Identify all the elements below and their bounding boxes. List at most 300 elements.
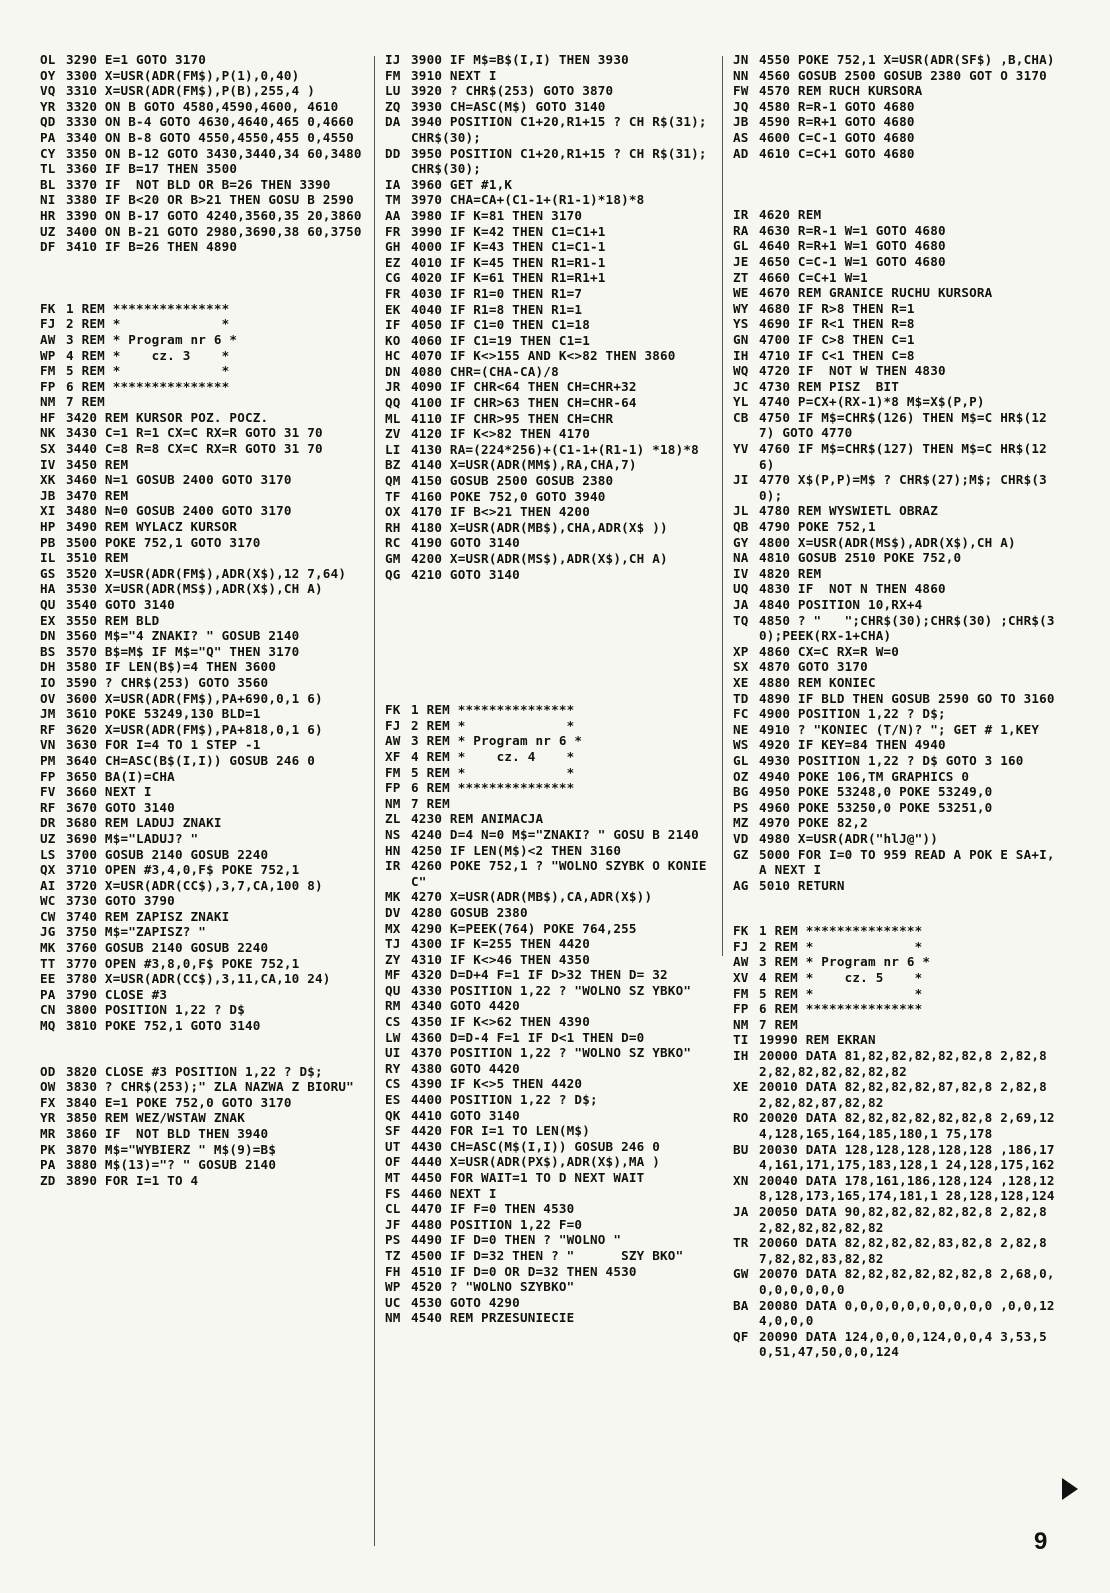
code-line bbox=[385, 395, 713, 411]
code-line bbox=[733, 659, 1058, 675]
checksum-code: MQ bbox=[40, 1018, 56, 1034]
checksum-code: NN bbox=[733, 67, 749, 83]
checksum-code: GY bbox=[733, 534, 749, 550]
checksum-code: FV bbox=[40, 784, 56, 800]
code-line bbox=[733, 1266, 1058, 1297]
code-line bbox=[385, 442, 713, 458]
checksum-code: VN bbox=[40, 737, 56, 753]
code-line bbox=[385, 177, 713, 193]
code-line bbox=[40, 722, 365, 738]
code-line bbox=[40, 224, 365, 240]
code-line bbox=[40, 1079, 365, 1095]
basic-statement: 3840 E=1 POKE 752,0 GOTO 3170 bbox=[66, 1094, 292, 1110]
checksum-code: CS bbox=[385, 1014, 401, 1030]
code-line bbox=[733, 254, 1058, 270]
checksum-code: IH bbox=[733, 1048, 749, 1064]
basic-statement: 4130 RA=(224*256)+(C1-1+(R1-1) *18)*8 bbox=[411, 441, 699, 457]
basic-statement: 3440 C=8 R=8 CX=C RX=R GOTO 31 70 bbox=[66, 441, 323, 457]
checksum-code: BS bbox=[40, 643, 56, 659]
basic-statement: 3600 X=USR(ADR(FM$),PA+690,0,1 6) bbox=[66, 690, 323, 706]
basic-statement: 3800 POSITION 1,22 ? D$ bbox=[66, 1002, 245, 1018]
code-line bbox=[733, 348, 1058, 364]
basic-statement: 4970 POKE 82,2 bbox=[759, 815, 868, 831]
checksum-code: CS bbox=[385, 1076, 401, 1092]
checksum-code: NK bbox=[40, 425, 56, 441]
code-line bbox=[40, 410, 365, 426]
checksum-code: BZ bbox=[385, 457, 401, 473]
code-line bbox=[385, 426, 713, 442]
checksum-code: IL bbox=[40, 550, 56, 566]
basic-statement: 4270 X=USR(ADR(MB$),CA,ADR(X$)) bbox=[411, 889, 653, 905]
checksum-code: PS bbox=[733, 799, 749, 815]
basic-statement: 20010 DATA 82,82,82,82,87,82,8 2,82,82,82,82,87,82,82 bbox=[759, 1079, 1047, 1110]
basic-statement: 3650 BA(I)=CHA bbox=[66, 768, 175, 784]
checksum-code: QU bbox=[385, 982, 401, 998]
code-line bbox=[733, 1142, 1058, 1173]
checksum-code: QK bbox=[385, 1107, 401, 1123]
checksum-code: SX bbox=[40, 441, 56, 457]
basic-statement: 3520 X=USR(ADR(FM$),ADR(X$),12 7,64) bbox=[66, 565, 347, 581]
code-line bbox=[385, 52, 713, 68]
listing-column-3 bbox=[733, 52, 1058, 1360]
basic-statement: 3360 IF B=17 THEN 3500 bbox=[66, 161, 238, 177]
code-line bbox=[733, 1001, 1058, 1017]
checksum-code: JI bbox=[733, 472, 749, 488]
checksum-code: NA bbox=[733, 550, 749, 566]
basic-statement: 3640 CH=ASC(B$(I,I)) GOSUB 246 0 bbox=[66, 752, 316, 768]
checksum-code: IV bbox=[733, 565, 749, 581]
basic-statement: 4720 IF NOT W THEN 4830 bbox=[759, 363, 946, 379]
checksum-code: ZT bbox=[733, 269, 749, 285]
checksum-code: TL bbox=[40, 161, 56, 177]
code-line bbox=[40, 644, 365, 660]
basic-statement: 4640 R=R+1 W=1 GOTO 4680 bbox=[759, 238, 946, 254]
code-line bbox=[733, 737, 1058, 753]
code-line bbox=[733, 68, 1058, 84]
basic-statement: 4030 IF R1=0 THEN R1=7 bbox=[411, 285, 583, 301]
code-line bbox=[385, 473, 713, 489]
basic-statement: 4240 D=4 N=0 M$="ZNAKI? " GOSU B 2140 bbox=[411, 826, 699, 842]
code-line bbox=[40, 987, 365, 1003]
basic-statement: 4680 IF R>8 THEN R=1 bbox=[759, 300, 915, 316]
checksum-code: DD bbox=[385, 145, 401, 161]
code-line bbox=[385, 1092, 713, 1108]
basic-statement: 4760 IF M$=CHR$(127) THEN M$=C HR$(126) bbox=[759, 441, 1047, 472]
checksum-code: NM bbox=[733, 1016, 749, 1032]
basic-statement: 4150 GOSUB 2500 GOSUB 2380 bbox=[411, 473, 614, 489]
code-line bbox=[385, 780, 713, 796]
code-line bbox=[385, 718, 713, 734]
basic-statement: 4880 REM KONIEC bbox=[759, 674, 876, 690]
code-line bbox=[733, 613, 1058, 644]
checksum-code: JQ bbox=[733, 98, 749, 114]
checksum-code: DF bbox=[40, 239, 56, 255]
code-line bbox=[385, 457, 713, 473]
basic-statement: 4830 IF NOT N THEN 4860 bbox=[759, 581, 946, 597]
checksum-code: NM bbox=[385, 1310, 401, 1326]
checksum-code: JE bbox=[733, 253, 749, 269]
code-line bbox=[733, 878, 1058, 894]
code-line bbox=[40, 488, 365, 504]
code-line bbox=[733, 410, 1058, 441]
code-line bbox=[40, 363, 365, 379]
basic-statement: 2 REM * * bbox=[411, 717, 575, 733]
checksum-code: HN bbox=[385, 842, 401, 858]
continue-arrow-icon bbox=[1062, 1478, 1078, 1500]
code-line bbox=[385, 302, 713, 318]
basic-statement: 4390 IF K<>5 THEN 4420 bbox=[411, 1076, 583, 1092]
basic-statement: 4790 POKE 752,1 bbox=[759, 519, 876, 535]
checksum-code: FM bbox=[385, 764, 401, 780]
checksum-code: TF bbox=[385, 488, 401, 504]
checksum-code: FR bbox=[385, 285, 401, 301]
checksum-code: YL bbox=[733, 394, 749, 410]
basic-statement: 3770 OPEN #3,8,0,F$ POKE 752,1 bbox=[66, 955, 300, 971]
basic-statement: 4840 POSITION 10,RX+4 bbox=[759, 597, 923, 612]
checksum-code: HC bbox=[385, 348, 401, 364]
checksum-code: JA bbox=[733, 1203, 749, 1219]
code-line bbox=[40, 800, 365, 816]
code-line bbox=[385, 702, 713, 718]
code-line bbox=[385, 1030, 713, 1046]
basic-statement: 3430 C=1 R=1 CX=C RX=R GOTO 31 70 bbox=[66, 425, 323, 441]
code-line bbox=[733, 954, 1058, 970]
code-line bbox=[385, 1045, 713, 1061]
basic-statement: 7 REM bbox=[66, 394, 105, 410]
basic-statement: 4540 REM PRZESUNIECIE bbox=[411, 1310, 575, 1326]
basic-statement: 3630 FOR I=4 TO 1 STEP -1 bbox=[66, 737, 261, 753]
code-line bbox=[40, 550, 365, 566]
basic-statement: 4580 R=R-1 GOTO 4680 bbox=[759, 98, 915, 114]
checksum-code: LS bbox=[40, 846, 56, 862]
basic-statement: 4190 GOTO 3140 bbox=[411, 535, 520, 551]
column-divider bbox=[722, 56, 723, 956]
code-line bbox=[733, 99, 1058, 115]
checksum-code: PA bbox=[40, 1157, 56, 1173]
basic-statement: 4400 POSITION 1,22 ? D$; bbox=[411, 1092, 598, 1108]
basic-statement: 4490 IF D=0 THEN ? "WOLNO " bbox=[411, 1232, 622, 1248]
checksum-code: FW bbox=[733, 83, 749, 99]
code-line bbox=[385, 1279, 713, 1295]
code-line bbox=[40, 769, 365, 785]
code-line bbox=[40, 706, 365, 722]
checksum-code: ZY bbox=[385, 951, 401, 967]
code-line bbox=[40, 114, 365, 130]
checksum-code: BG bbox=[733, 784, 749, 800]
checksum-code: FR bbox=[385, 223, 401, 239]
checksum-code: XP bbox=[733, 643, 749, 659]
code-line bbox=[733, 379, 1058, 395]
checksum-code: IF bbox=[385, 317, 401, 333]
code-line bbox=[40, 893, 365, 909]
code-line bbox=[733, 986, 1058, 1002]
code-line bbox=[385, 551, 713, 567]
basic-statement: 3940 POSITION C1+20,R1+15 ? CH R$(31);CHR$(30); bbox=[411, 114, 707, 145]
code-line bbox=[733, 1048, 1058, 1079]
checksum-code: GZ bbox=[733, 846, 749, 862]
basic-statement: 4940 POKE 106,TM GRAPHICS 0 bbox=[759, 768, 970, 784]
basic-statement: 4850 ? " ";CHR$(30);CHR$(30) ;CHR$(30);PEEK(RX-1+CHA) bbox=[759, 612, 1055, 644]
basic-statement: 4520 ? "WOLNO SZYBKO" bbox=[411, 1279, 575, 1295]
code-line bbox=[40, 628, 365, 644]
code-line bbox=[733, 146, 1058, 162]
basic-statement: 3510 REM bbox=[66, 550, 129, 566]
checksum-code: WP bbox=[40, 347, 56, 363]
checksum-code: DN bbox=[40, 628, 56, 644]
basic-statement: 4930 POSITION 1,22 ? D$ GOTO 3 160 bbox=[759, 752, 1024, 768]
page-number: 9 bbox=[1034, 1528, 1048, 1555]
checksum-code: PK bbox=[40, 1141, 56, 1157]
basic-statement: 3470 REM bbox=[66, 487, 129, 503]
checksum-code: FM bbox=[385, 67, 401, 83]
basic-statement: 4770 X$(P,P)=M$ ? CHR$(27);M$; CHR$(30); bbox=[759, 472, 1047, 503]
basic-statement: 1 REM *************** bbox=[66, 300, 230, 316]
code-line bbox=[385, 1139, 713, 1155]
basic-statement: 4050 IF C1=0 THEN C1=18 bbox=[411, 317, 590, 333]
checksum-code: FP bbox=[40, 768, 56, 784]
code-line bbox=[385, 1310, 713, 1326]
basic-statement: 20070 DATA 82,82,82,82,82,82,8 2,68,0,0,0,0,0,0,0 bbox=[759, 1266, 1055, 1297]
basic-statement: 5 REM * * bbox=[66, 363, 230, 379]
checksum-code: YR bbox=[40, 98, 56, 114]
basic-statement: 6 REM *************** bbox=[66, 378, 230, 394]
basic-statement: 4470 IF F=0 THEN 4530 bbox=[411, 1201, 575, 1217]
basic-statement: 3620 X=USR(ADR(FM$),PA+818,0,1 6) bbox=[66, 721, 323, 737]
code-line bbox=[385, 192, 713, 208]
checksum-code: HF bbox=[40, 409, 56, 425]
checksum-code: FP bbox=[40, 378, 56, 394]
code-line bbox=[733, 815, 1058, 831]
basic-statement: 4690 IF R<1 THEN R=8 bbox=[759, 316, 915, 332]
checksum-code: NM bbox=[385, 795, 401, 811]
checksum-code: JR bbox=[385, 379, 401, 395]
checksum-code: OW bbox=[40, 1079, 56, 1095]
checksum-code: DH bbox=[40, 659, 56, 675]
checksum-code: DA bbox=[385, 114, 401, 130]
code-line bbox=[385, 286, 713, 302]
basic-statement: 4960 POKE 53250,0 POKE 53251,0 bbox=[759, 799, 993, 815]
checksum-code: BA bbox=[733, 1297, 749, 1313]
basic-statement: 6 REM *************** bbox=[759, 1001, 923, 1017]
code-line bbox=[385, 733, 713, 749]
checksum-code: QQ bbox=[385, 395, 401, 411]
code-line bbox=[385, 1154, 713, 1170]
code-line bbox=[385, 146, 713, 177]
checksum-code: LW bbox=[385, 1029, 401, 1045]
code-line bbox=[385, 1123, 713, 1139]
code-line bbox=[733, 114, 1058, 130]
basic-statement: 4280 GOSUB 2380 bbox=[411, 904, 528, 920]
basic-statement: 4120 IF K<>82 THEN 4170 bbox=[411, 426, 590, 442]
checksum-code: EK bbox=[385, 301, 401, 317]
code-line bbox=[733, 1110, 1058, 1141]
checksum-code: JB bbox=[733, 114, 749, 130]
checksum-code: AG bbox=[733, 877, 749, 893]
code-line bbox=[40, 192, 365, 208]
basic-statement: 4980 X=USR(ADR("hlJ@")) bbox=[759, 830, 938, 846]
block-spacer bbox=[385, 582, 713, 702]
code-line bbox=[385, 936, 713, 952]
listing-column-2 bbox=[385, 52, 713, 1326]
checksum-code: UQ bbox=[733, 581, 749, 597]
code-line bbox=[733, 52, 1058, 68]
code-line bbox=[40, 924, 365, 940]
code-line bbox=[385, 1061, 713, 1077]
basic-statement: 4070 IF K<>155 AND K<>82 THEN 3860 bbox=[411, 348, 676, 364]
checksum-code: PA bbox=[40, 986, 56, 1002]
basic-statement: 3950 POSITION C1+20,R1+15 ? CH R$(31);CHR$(30); bbox=[411, 145, 707, 177]
basic-statement: 3960 GET #1,K bbox=[411, 176, 513, 192]
code-line bbox=[40, 847, 365, 863]
basic-statement: 3760 GOSUB 2140 GOSUB 2240 bbox=[66, 940, 269, 956]
listing-column-1 bbox=[40, 52, 365, 1188]
basic-statement: 2 REM * * bbox=[759, 938, 923, 954]
checksum-code: UC bbox=[385, 1294, 401, 1310]
basic-statement: 3310 X=USR(ADR(FM$),P(B),255,4 ) bbox=[66, 83, 316, 99]
code-line bbox=[40, 659, 365, 675]
basic-statement: 4310 IF K<>46 THEN 4350 bbox=[411, 951, 590, 967]
code-line bbox=[40, 815, 365, 831]
checksum-code: JN bbox=[733, 52, 749, 67]
basic-statement: 4040 IF R1=8 THEN R1=1 bbox=[411, 301, 583, 317]
code-block bbox=[385, 52, 713, 582]
checksum-code: EE bbox=[40, 971, 56, 987]
checksum-code: VD bbox=[733, 830, 749, 846]
checksum-code: UZ bbox=[40, 830, 56, 846]
basic-statement: 3870 M$="WYBIERZ " M$(9)=B$ bbox=[66, 1141, 277, 1157]
checksum-code: FP bbox=[385, 780, 401, 796]
code-line bbox=[385, 535, 713, 551]
code-line bbox=[385, 504, 713, 520]
code-line bbox=[40, 68, 365, 84]
code-line bbox=[385, 1076, 713, 1092]
checksum-code: PS bbox=[385, 1232, 401, 1248]
code-block bbox=[733, 52, 1058, 161]
checksum-code: AD bbox=[733, 145, 749, 161]
basic-statement: 5010 RETURN bbox=[759, 877, 845, 893]
checksum-code: CB bbox=[733, 409, 749, 425]
code-line bbox=[385, 379, 713, 395]
checksum-code: AW bbox=[733, 954, 749, 970]
checksum-code: MK bbox=[40, 940, 56, 956]
basic-statement: 4590 R=R+1 GOTO 4680 bbox=[759, 114, 915, 130]
basic-statement: 3500 POKE 752,1 GOTO 3170 bbox=[66, 534, 261, 550]
basic-statement: 3750 M$="ZAPISZ? " bbox=[66, 924, 207, 940]
basic-statement: 3 REM * Program nr 6 * bbox=[411, 733, 583, 749]
code-block bbox=[40, 301, 365, 1034]
code-line bbox=[733, 581, 1058, 597]
code-line bbox=[40, 909, 365, 925]
basic-statement: 4730 REM PISZ BIT bbox=[759, 378, 900, 394]
checksum-code: FC bbox=[733, 706, 749, 722]
code-line bbox=[40, 1157, 365, 1173]
basic-statement: 3890 FOR I=1 TO 4 bbox=[66, 1172, 199, 1188]
code-line bbox=[385, 843, 713, 859]
basic-statement: 4440 X=USR(ADR(PX$),ADR(X$),MA ) bbox=[411, 1154, 661, 1170]
basic-statement: 3490 REM WYLACZ KURSOR bbox=[66, 519, 238, 535]
basic-statement: 3740 REM ZAPISZ ZNAKI bbox=[66, 908, 230, 924]
checksum-code: FM bbox=[733, 985, 749, 1001]
basic-statement: 4630 R=R-1 W=1 GOTO 4680 bbox=[759, 222, 946, 238]
code-line bbox=[733, 1079, 1058, 1110]
code-line bbox=[733, 223, 1058, 239]
basic-statement: 4950 POKE 53248,0 POKE 53249,0 bbox=[759, 784, 993, 800]
basic-statement: 3710 OPEN #3,4,0,F$ POKE 752,1 bbox=[66, 862, 300, 878]
basic-statement: 19990 REM EKRAN bbox=[759, 1032, 876, 1048]
checksum-code: HR bbox=[40, 207, 56, 223]
code-line bbox=[733, 847, 1058, 878]
checksum-code: LI bbox=[385, 441, 401, 457]
code-line bbox=[40, 1173, 365, 1189]
checksum-code: NI bbox=[40, 192, 56, 208]
checksum-code: MF bbox=[385, 967, 401, 983]
basic-statement: 4530 GOTO 4290 bbox=[411, 1294, 520, 1310]
checksum-code: ZV bbox=[385, 426, 401, 442]
basic-statement: 20020 DATA 82,82,82,82,82,82,8 2,69,124,128,165,164,185,180,1 75,178 bbox=[759, 1110, 1055, 1141]
checksum-code: JM bbox=[40, 706, 56, 722]
code-line bbox=[40, 971, 365, 987]
checksum-code: UZ bbox=[40, 223, 56, 239]
checksum-code: UT bbox=[385, 1138, 401, 1154]
checksum-code: WP bbox=[385, 1279, 401, 1295]
basic-statement: 5000 FOR I=0 TO 959 READ A POK E SA+I,A NEXT I bbox=[759, 846, 1055, 878]
basic-statement: 1 REM *************** bbox=[759, 923, 923, 939]
checksum-code: XF bbox=[385, 748, 401, 764]
checksum-code: MZ bbox=[733, 815, 749, 831]
checksum-code: JG bbox=[40, 924, 56, 940]
checksum-code: FX bbox=[40, 1094, 56, 1110]
code-line bbox=[385, 905, 713, 921]
code-line bbox=[385, 1170, 713, 1186]
code-line bbox=[733, 784, 1058, 800]
code-line bbox=[385, 114, 713, 145]
code-line bbox=[385, 749, 713, 765]
basic-statement: 3390 ON B-17 GOTO 4240,3560,35 20,3860 bbox=[66, 207, 362, 223]
code-line bbox=[385, 83, 713, 99]
checksum-code: IH bbox=[733, 347, 749, 363]
code-line bbox=[385, 333, 713, 349]
code-line bbox=[385, 1108, 713, 1124]
basic-statement: 3320 ON B GOTO 4580,4590,4600, 4610 bbox=[66, 98, 339, 114]
basic-statement: 4910 ? "KONIEC (T/N)? "; GET # 1,KEY bbox=[759, 721, 1040, 737]
checksum-code: YR bbox=[40, 1110, 56, 1126]
basic-statement: 3330 ON B-4 GOTO 4630,4640,465 0,4660 bbox=[66, 114, 354, 130]
basic-statement: 3340 ON B-8 GOTO 4550,4550,455 0,4550 bbox=[66, 129, 354, 145]
checksum-code: IJ bbox=[385, 52, 401, 67]
checksum-code: GL bbox=[733, 238, 749, 254]
code-line bbox=[733, 238, 1058, 254]
basic-statement: 7 REM bbox=[759, 1016, 798, 1032]
checksum-code: EX bbox=[40, 612, 56, 628]
basic-statement: 4090 IF CHR<64 THEN CH=CHR+32 bbox=[411, 379, 637, 395]
code-line bbox=[733, 472, 1058, 503]
basic-statement: 3790 CLOSE #3 bbox=[66, 986, 168, 1002]
code-line bbox=[385, 270, 713, 286]
checksum-code: DN bbox=[385, 363, 401, 379]
code-line bbox=[733, 831, 1058, 847]
checksum-code: JL bbox=[733, 503, 749, 519]
checksum-code: SF bbox=[385, 1123, 401, 1139]
basic-statement: 3580 IF LEN(B$)=4 THEN 3600 bbox=[66, 659, 277, 675]
code-line bbox=[733, 316, 1058, 332]
basic-statement: 4 REM * cz. 3 * bbox=[66, 347, 230, 363]
checksum-code: TM bbox=[385, 192, 401, 208]
checksum-code: JF bbox=[385, 1216, 401, 1232]
code-line bbox=[385, 411, 713, 427]
checksum-code: QF bbox=[733, 1328, 749, 1344]
basic-statement: 4750 IF M$=CHR$(126) THEN M$=C HR$(127) GOTO 4770 bbox=[759, 409, 1047, 441]
basic-statement: 3300 X=USR(ADR(FM$),P(1),0,40) bbox=[66, 67, 300, 83]
